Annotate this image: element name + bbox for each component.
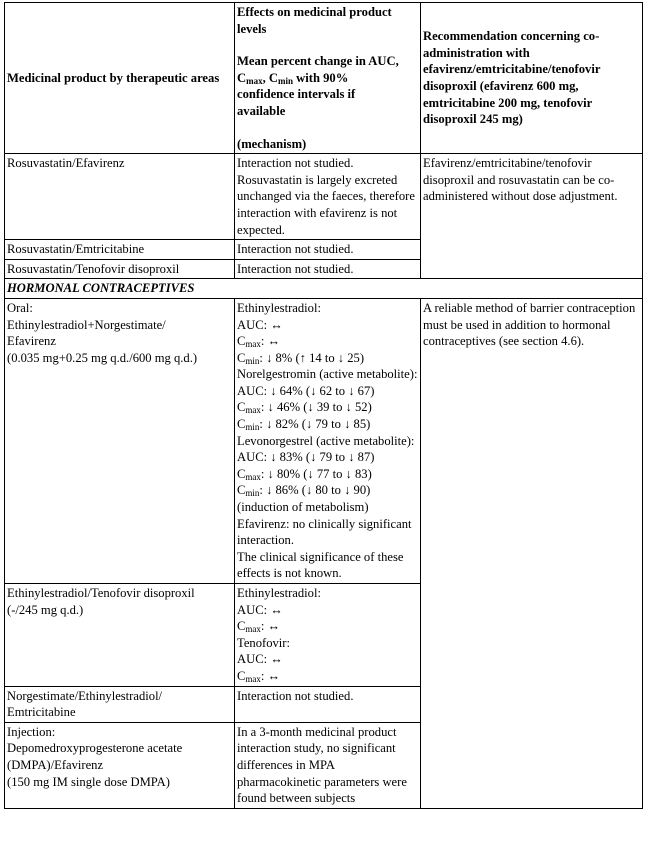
effects-line: $C_{max}$: ↔ [237, 668, 281, 684]
effects-line: $C_{max}$: ↔ [237, 334, 281, 350]
header-effects-line: Mean percent change in AUC, [237, 54, 399, 69]
product-cell: Norgestimate/Ethinylestradiol/ Emtricitabine [5, 686, 235, 722]
effects-line: The clinical significance of these effects is not known. [237, 549, 404, 581]
effects-cell: Interaction not studied. [235, 240, 421, 260]
effects-line: Ethinylestradiol: [237, 586, 321, 600]
effects-line: $C_{min}$: ↓ 82% (↓ 79 to ↓ 85) [237, 417, 371, 433]
effects-line: Norelgestromin (active metabolite): [237, 367, 418, 382]
product-cell [5, 298, 235, 583]
product-cell [5, 722, 235, 808]
effects-line: AUC: ↔ [237, 602, 283, 617]
recommendation-cell: Efavirenz/emtricitabine/tenofovir disoproxil and rosuvastatin can be co-administered without dose adjustment. [421, 154, 643, 279]
header-effects-line: $C_{max}$, $C_{min}$ with 90% [237, 70, 349, 86]
effects-line: $C_{min}$: ↓ 8% (↑ 14 to ↓ 25) [237, 350, 365, 366]
header-product: Medicinal product by therapeutic areas [5, 3, 235, 154]
effects-line: Levonorgestrel (active metabolite): [237, 433, 415, 448]
interaction-table [4, 2, 643, 809]
effects-line: AUC: ↔ [237, 317, 283, 332]
effects-line: AUC: ↓ 83% (↓ 79 to ↓ 87) [237, 450, 375, 465]
product-cell: Rosuvastatin/Emtricitabine [5, 240, 235, 260]
header-recommendation: Recommendation concerning co-administration with efavirenz/emtricitabine/tenofovir disoproxil (efavirenz 600 mg, emtricitabine 200 mg, tenofovir disoproxil 245 mg) [421, 3, 643, 154]
product-line: (150 mg IM single dose DMPA) [7, 774, 170, 789]
effects-cell: Interaction not studied. [235, 259, 421, 279]
header-effects-line: (mechanism) [237, 136, 307, 151]
table-header-row [5, 3, 643, 154]
table-row [5, 298, 643, 583]
effects-line: (induction of metabolism) [237, 500, 369, 515]
table-row [5, 154, 643, 240]
section-row [5, 279, 643, 299]
section-heading: HORMONAL CONTRACEPTIVES [5, 279, 643, 299]
product-line: Ethinylestradiol+Norgestimate/ [7, 317, 166, 332]
product-line: Efavirenz [7, 334, 56, 349]
effects-line: AUC: ↓ 64% (↓ 62 to ↓ 67) [237, 383, 375, 398]
product-line: Oral: [7, 300, 33, 315]
effects-cell: In a 3-month medicinal product interaction study, no significant differences in MPA pharmacokinetic parameters were found between subjects [235, 722, 421, 808]
effects-line: $C_{min}$: ↓ 86% (↓ 80 to ↓ 90) [237, 483, 371, 499]
effects-cell: Interaction not studied. Rosuvastatin is largely excreted unchanged via the faeces, therefore interaction with efavirenz is not expected. [235, 154, 421, 240]
product-line: Ethinylestradiol/Tenofovir disoproxil [7, 586, 195, 600]
header-effects [235, 3, 421, 154]
effects-line: AUC: ↔ [237, 652, 283, 667]
product-cell [5, 584, 235, 687]
product-cell: Rosuvastatin/Tenofovir disoproxil [5, 259, 235, 279]
effects-line: Tenofovir: [237, 635, 290, 650]
effects-line: Ethinylestradiol: [237, 300, 321, 315]
product-line: Injection: [7, 724, 56, 739]
product-cell: Rosuvastatin/Efavirenz [5, 154, 235, 240]
header-effects-line: Effects on medicinal product levels [237, 5, 392, 36]
effects-line: $C_{max}$: ↔ [237, 619, 281, 635]
product-line: (0.035 mg+0.25 mg q.d./600 mg q.d.) [7, 350, 198, 365]
recommendation-cell: A reliable method of barrier contraception must be used in addition to hormonal contraceptives (see section 4.6). [421, 298, 643, 808]
effects-cell [235, 584, 421, 687]
effects-cell [235, 298, 421, 583]
effects-line: Efavirenz: no clinically significant interaction. [237, 516, 412, 548]
effects-line: $C_{max}$: ↓ 46% (↓ 39 to ↓ 52) [237, 400, 372, 416]
effects-line: $C_{max}$: ↓ 80% (↓ 77 to ↓ 83) [237, 466, 372, 482]
header-effects-line: confidence intervals if [237, 87, 356, 102]
product-line: Depomedroxyprogesterone acetate (DMPA)/Efavirenz [7, 741, 183, 772]
header-effects-line: available [237, 103, 286, 118]
effects-cell: Interaction not studied. [235, 686, 421, 722]
product-line: (-/245 mg q.d.) [7, 602, 84, 617]
